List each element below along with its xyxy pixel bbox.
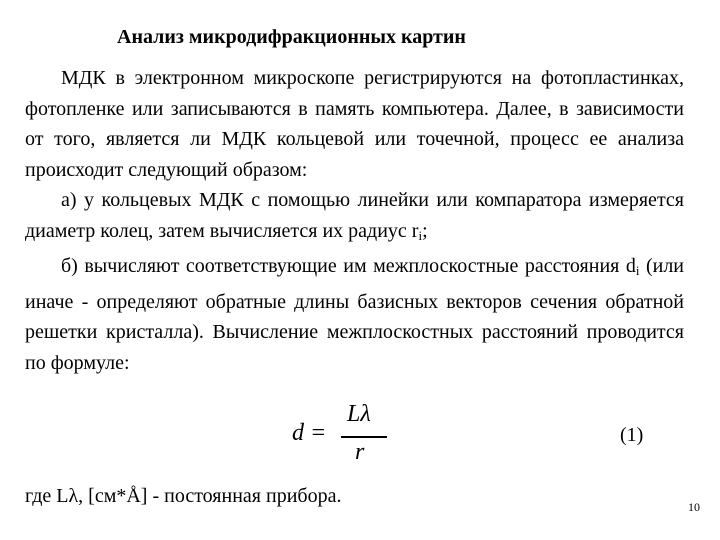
item-a-paragraph xyxy=(25,185,684,251)
note-text: где Lλ, [см*Å] - постоянная прибора. xyxy=(25,485,342,507)
body-text xyxy=(25,63,684,378)
slide-title: Анализ микродифракционных картин xyxy=(117,26,466,48)
item-b-text-before: б) вычисляют соответствующие им межплоскостные расстояния d xyxy=(61,255,636,277)
item-b-subscript: i xyxy=(635,263,640,278)
intro-paragraph: МДК в электронном микроскопе регистрируются на фотопластинках, фотопленке или записываются в память компьютера. Далее, в зависимости от того, является ли МДК кольцевой или точечной, процесс ее анализа происходит следующий образом: xyxy=(25,67,684,181)
item-a-subscript: i xyxy=(418,227,423,243)
formula-lhs: d = xyxy=(292,420,327,446)
item-a-text: а) у кольцевых МДК с помощью линейки или компаратора измеряется диаметр колец, затем вычисляется их радиус r xyxy=(25,189,684,242)
item-b-paragraph xyxy=(25,251,684,378)
formula-numerator: Lλ xyxy=(347,401,371,427)
fraction-bar xyxy=(341,436,387,438)
item-b-text-after: (или иначе - определяют обратные длины базисных векторов сечения обратной решетки кристалла). Вычисление межплоскостных расстояний проводится по формуле: xyxy=(25,255,684,374)
page-number: 10 xyxy=(688,500,700,514)
item-a-tail: ; xyxy=(422,219,428,242)
equation-number: (1) xyxy=(620,424,644,446)
formula-denominator: r xyxy=(355,439,365,465)
